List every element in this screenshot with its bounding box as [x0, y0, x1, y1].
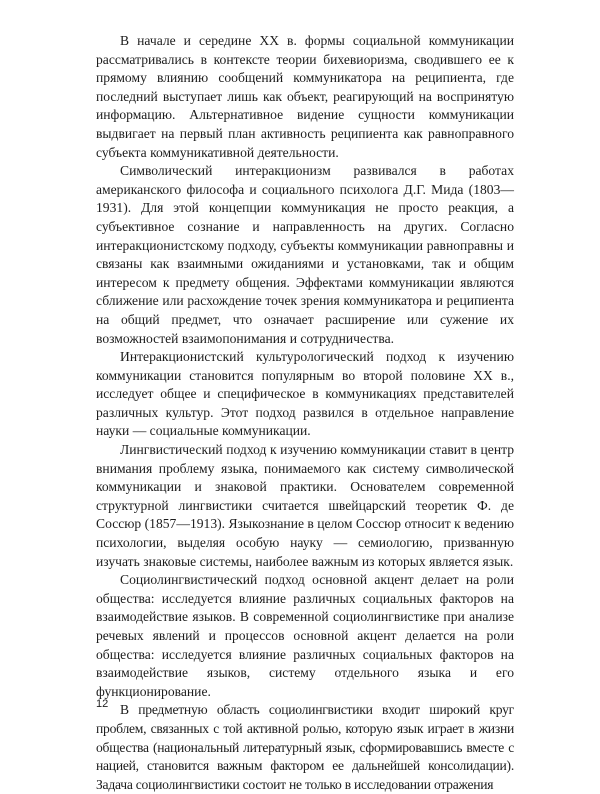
paragraph-sociolinguistic-approach: Социолингвистический подход основной акцент делает на роли общества: исследуется влияние различных социальных факторов на взаимодействие языков. В современной социолингвистике при анализе речевых явлений и процессов основной акцент делается на роли общества: исследуется влияние различных социальных факторов на взаимодействие языков, систему отдельного языка и его функционирование. — [96, 572, 514, 699]
paragraph-symbolic-interactionism: Символический интеракционизм развивался в работах американского философа и социального психолога Д.Г. Мида (1803—1931). Для этой концепции коммуникация не просто реакция, а субъективное сознание и направленность на других. Согласно интеракционистскому подходу, субъекты коммуникации равноправны и связаны как взаимными ожиданиями и установками, так и общим интересом к предмету общения. Эффектами коммуникации являются сближение или расхождение точек зрения коммуникатора и реципиента на общий предмет, что означает расширение или сужение их возможностей взаимопонимания и сотрудничества. — [96, 163, 514, 346]
body-text — [96, 32, 514, 794]
paragraph-behaviorism: В начале и середине XX в. формы социальной коммуникации рассматривались в контексте теории бихевиоризма, сводившего ее к прямому влиянию сообщений коммуникатора на реципиента, где последний выступает лишь как объект, реагирующий на воспринятую информацию. Альтернативное видение сущности коммуникации выдвигает на первый план активность реципиента как равноправного субъекта коммуникативной деятельности. — [96, 33, 514, 160]
paragraph-sociolinguistics-scope: В предметную область социолингвистики входит широкий круг проблем, связанных с той активной ролью, которую язык играет в жизни общества (национальный литературный язык, сформировавшись вместе с нацией, становится важным фактором ее дальнейшей консолидации). Задача социолингвистики состоит не только в исследовании отражения — [96, 702, 514, 792]
page-number: 12 — [96, 698, 109, 710]
paragraph-culturological-approach: Интеракционистский культурологический подход к изучению коммуникации становится популярным во второй половине XX в., исследует общее и специфическое в коммуникациях представителей различных культур. Этот подход развился в отдельное направление науки — социальные коммуникации. — [96, 349, 514, 439]
paragraph-linguistic-approach: Лингвистический подход к изучению коммуникации ставит в центр внимания проблему языка, понимаемого как систему символической коммуникации и знаковой практики. Основателем современной структурной лингвистики считается швейцарский теоретик Ф. де Соссюр (1857—1913). Языкознание в целом Соссюр относит к ведению психологии, выделяя особую науку — семиологию, призванную изучать знаковые системы, наиболее важным из которых является язык. — [96, 442, 514, 569]
